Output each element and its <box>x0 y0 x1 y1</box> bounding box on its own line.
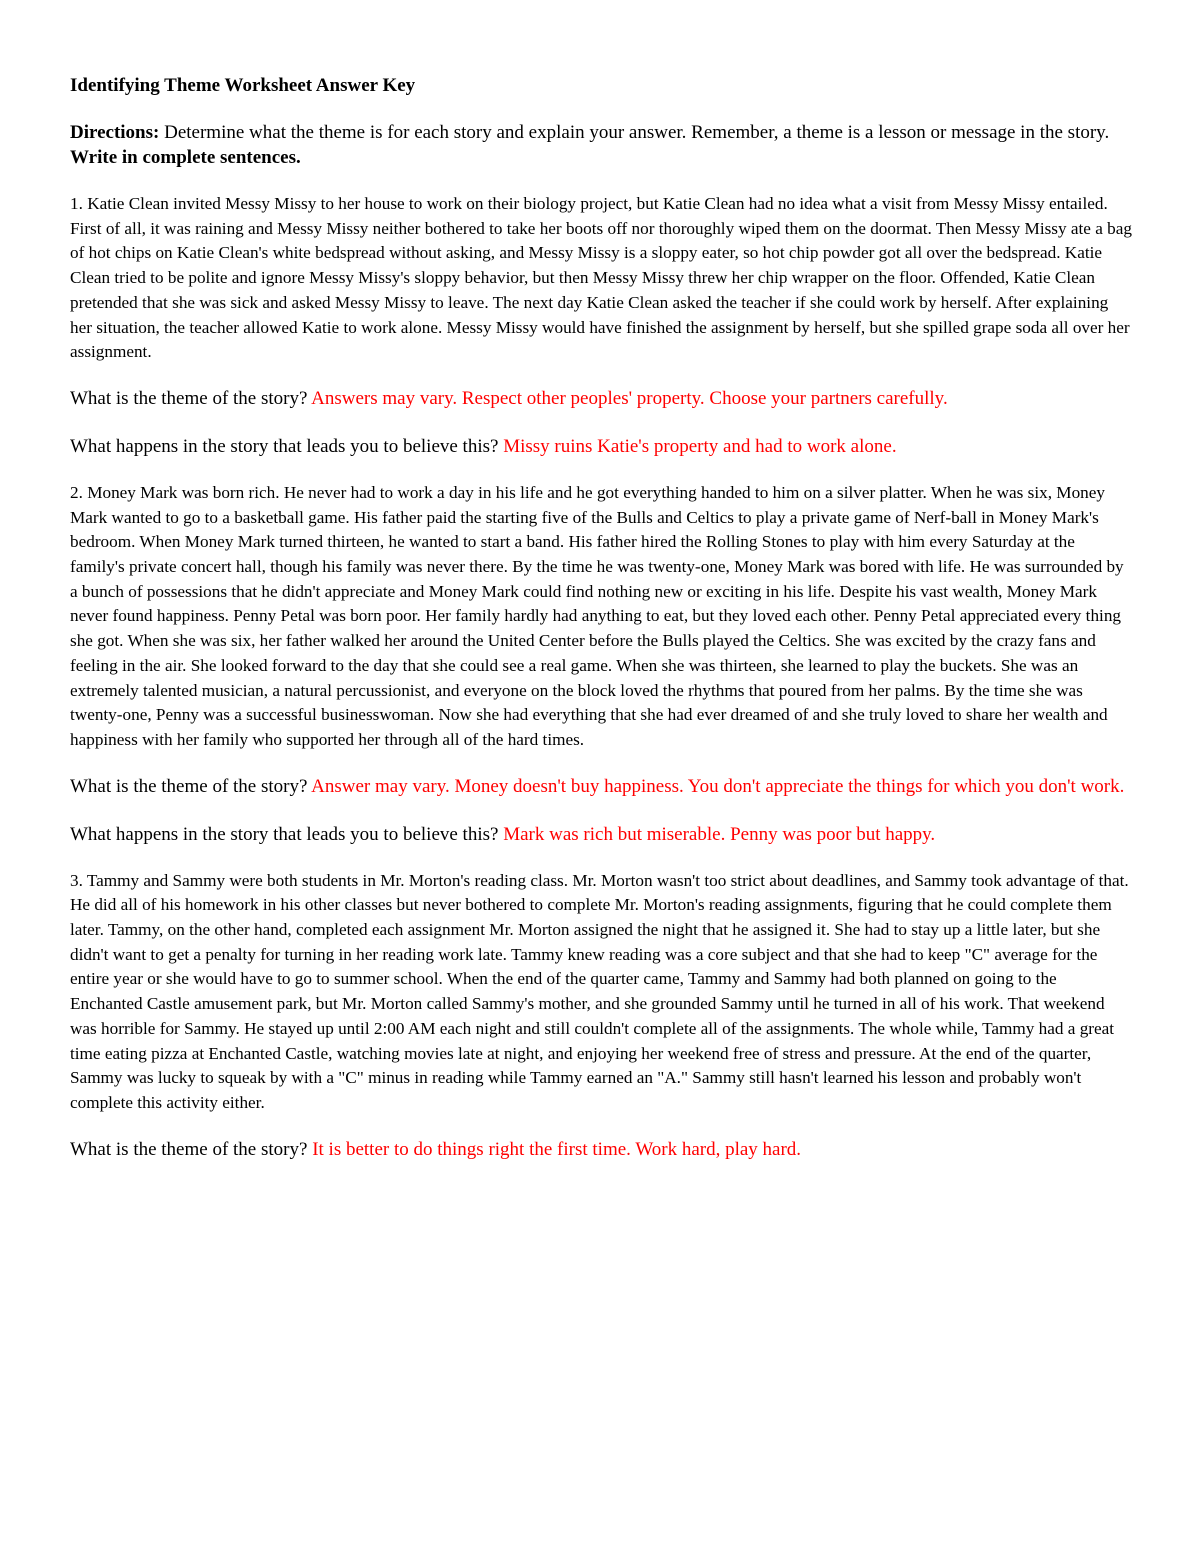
theme-answer: Answer may vary. Money doesn't buy happiness. You don't appreciate the things for which you don't work. <box>311 775 1125 797</box>
page-title: Identifying Theme Worksheet Answer Key <box>70 75 416 96</box>
worksheet-page <box>70 74 1132 1184</box>
story-2-text: 2. Money Mark was born rich. He never had to work a day in his life and he got everything handed to him on a silver platter. When he was six, Money Mark wanted to go to a basketball game. His father paid the starting five of the Bulls and Celtics to play a private game of Nerf-ball in Money Mark's bedroom. When Money Mark turned thirteen, he wanted to start a band. His father hired the Rolling Stones to play with him every Saturday at the family's private concert hall, though his family was never there. By the time he was twenty-one, Money Mark was bored with life. He was surrounded by a bunch of possessions that he didn't appreciate and Money Mark could find nothing new or exciting in his life. Despite his vast wealth, Money Mark never found happiness. Penny Petal was born poor. Her family hardly had anything to eat, but they loved each other. Penny Petal appreciated every thing she got. When she was six, her father walked her around the United Center before the Bulls played the Celtics. She was excited by the crazy fans and feeling in the air. She looked forward to the day that she could see a real game. When she was thirteen, she learned to play the buckets. She was an extremely talented musician, a natural percussionist, and everyone on the block loved the rhythms that poured from her palms. By the time she was twenty-one, Penny was a successful businesswoman. Now she had everything that she had ever dreamed of and she truly loved to share her wealth and happiness with her family who supported her through all of the hard times. <box>70 482 1124 749</box>
story-1-theme <box>70 385 1132 413</box>
directions-label: Directions: <box>70 122 160 143</box>
evidence-question: What happens in the story that leads you to believe this? <box>70 823 504 845</box>
theme-answer: Answers may vary. Respect other peoples' property. Choose your partners carefully. <box>311 387 948 409</box>
story-2-theme <box>70 773 1132 801</box>
evidence-question: What happens in the story that leads you to believe this? <box>70 435 504 457</box>
directions-emphasis: Write in complete sentences. <box>70 147 301 168</box>
story-1-text: 1. Katie Clean invited Messy Missy to her house to work on their biology project, but Katie Clean had no idea what a visit from Messy Missy entailed. First of all, it was raining and Messy Missy neither bothered to take her boots off nor thoroughly wiped them on the doormat. Then Messy Missy ate a bag of hot chips on Katie Clean's white bedspread without asking, and Messy Missy is a sloppy eater, so hot chip powder got all over the bedspread. Katie Clean tried to be polite and ignore Messy Missy's sloppy behavior, but then Messy Missy threw her chip wrapper on the floor. Offended, Katie Clean pretended that she was sick and asked Messy Missy to leave. The next day Katie Clean asked the teacher if she could work by herself. After explaining her situation, the teacher allowed Katie to work alone. Messy Missy would have finished the assignment by herself, but she spilled grape soda all over her assignment. <box>70 194 1132 362</box>
theme-answer: It is better to do things right the first time. Work hard, play hard. <box>312 1138 802 1160</box>
theme-question: What is the theme of the story? <box>70 1138 313 1160</box>
story-2-evidence <box>70 821 1132 849</box>
evidence-answer: Missy ruins Katie's property and had to work alone. <box>503 435 897 457</box>
theme-question: What is the theme of the story? <box>70 775 312 797</box>
directions <box>70 120 1132 170</box>
directions-text: Determine what the theme is for each story and explain your answer. Remember, a theme is a lesson or message in the story. <box>159 122 1110 143</box>
theme-question: What is the theme of the story? <box>70 387 312 409</box>
story-3-text: 3. Tammy and Sammy were both students in Mr. Morton's reading class. Mr. Morton wasn't too strict about deadlines, and Sammy took advantage of that. He did all of his homework in his other classes but never bothered to complete Mr. Morton's reading assignments, figuring that he could complete them later. Tammy, on the other hand, completed each assignment Mr. Morton assigned the night that he assigned it. She had to stay up a little later, but she didn't want to get a penalty for turning in her reading work late. Tammy knew reading was a core subject and that she had to keep "C" average for the entire year or she would have to go to summer school. When the end of the quarter came, Tammy and Sammy had both planned on going to the Enchanted Castle amusement park, but Mr. Morton called Sammy's mother, and she grounded Sammy until he turned in all of his work. That weekend was horrible for Sammy. He stayed up until 2:00 AM each night and still couldn't complete all of the assignments. The whole while, Tammy had a great time eating pizza at Enchanted Castle, watching movies late at night, and enjoying her weekend free of stress and pressure. At the end of the quarter, Sammy was lucky to squeak by with a "C" minus in reading while Tammy earned an "A." Sammy still hasn't learned his lesson and probably won't complete this activity either. <box>70 870 1129 1112</box>
evidence-answer: Mark was rich but miserable. Penny was poor but happy. <box>503 823 936 845</box>
story-3-theme <box>70 1136 1132 1164</box>
story-1-evidence <box>70 433 1132 461</box>
